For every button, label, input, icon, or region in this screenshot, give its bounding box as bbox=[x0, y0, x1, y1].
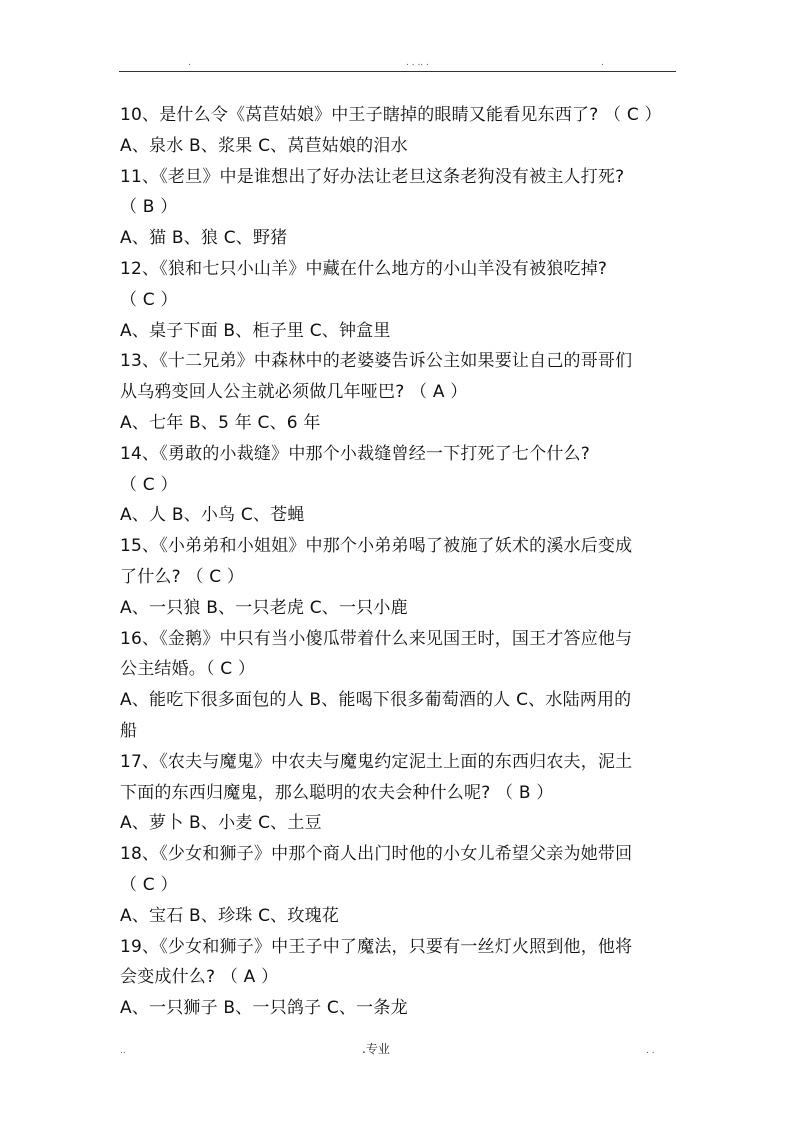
text-line: A、宝石 B、珍珠 C、玫瑰花 bbox=[120, 905, 339, 926]
header-rule bbox=[119, 71, 676, 72]
text-line: 了什么? （ C ） bbox=[120, 566, 245, 587]
text-line: 11、《老旦》中是谁想出了好办法让老旦这条老狗没有被主人打死? bbox=[120, 166, 625, 187]
text-line: A、萝卜 B、小麦 C、土豆 bbox=[120, 813, 322, 834]
text-line: A、能吃下很多面包的人 B、能喝下很多葡萄酒的人 C、水陆两用的 bbox=[120, 690, 632, 711]
text-line: 14、《勇敢的小裁缝》中那个小裁缝曾经一下打死了七个什么? bbox=[120, 443, 590, 464]
text-line: （ C ） bbox=[120, 874, 178, 895]
header-mark-left: . bbox=[188, 58, 191, 68]
text-line: A、七年 B、5 年 C、6 年 bbox=[120, 412, 321, 433]
text-line: （ C ） bbox=[120, 474, 178, 495]
text-line: 从乌鸦变回人公主就必须做几年哑巴? （ A ） bbox=[120, 382, 468, 403]
text-line: 船 bbox=[120, 720, 138, 741]
text-line: A、一只狼 B、一只老虎 C、一只小鹿 bbox=[120, 597, 408, 618]
text-line: 16、《金鹅》中只有当小傻瓜带着什么来见国王时，国王才答应他与 bbox=[120, 628, 633, 649]
text-line: A、人 B、小鸟 C、苍蝇 bbox=[120, 505, 305, 526]
footer-mark-right: . . bbox=[646, 1046, 655, 1056]
footer-label: .专业 bbox=[362, 1042, 390, 1056]
header-mark-right: . bbox=[601, 58, 604, 68]
text-line: 12、《狼和七只小山羊》中藏在什么地方的小山羊没有被狼吃掉? bbox=[120, 258, 608, 279]
footer-mark-left: .. bbox=[120, 1046, 126, 1056]
text-line: A、桌子下面 B、柜子里 C、钟盒里 bbox=[120, 320, 391, 341]
header-mark-center: . . .. . bbox=[406, 58, 429, 68]
text-line: A、一只狮子 B、一只鸽子 C、一条龙 bbox=[120, 998, 408, 1019]
text-line: 下面的东西归魔鬼，那么聪明的农夫会种什么呢? （ B ） bbox=[120, 782, 554, 803]
text-line: 19、《少女和狮子》中王子中了魔法，只要有一丝灯火照到他，他将 bbox=[120, 936, 633, 957]
text-line: 17、《农夫与魔鬼》中农夫与魔鬼约定泥土上面的东西归农夫，泥土 bbox=[120, 751, 633, 772]
text-line: A、泉水 B、浆果 C、莴苣姑娘的泪水 bbox=[120, 135, 408, 156]
text-line: 公主结婚。（ C ） bbox=[120, 659, 256, 680]
text-line: （ C ） bbox=[120, 289, 178, 310]
document-body bbox=[120, 100, 690, 1024]
text-line: A、猫 B、狼 C、野猪 bbox=[120, 228, 288, 249]
text-line: 18、《少女和狮子》中那个商人出门时他的小女儿希望父亲为她带回 bbox=[120, 844, 633, 865]
text-line: （ B ） bbox=[120, 197, 178, 218]
text-line: 10、是什么令《莴苣姑娘》中王子瞎掉的眼睛又能看见东西了? （ C ） bbox=[120, 105, 662, 125]
text-line: 13、《十二兄弟》中森林中的老婆婆告诉公主如果要让自己的哥哥们 bbox=[120, 351, 633, 372]
text-line: 15、《小弟弟和小姐姐》中那个小弟弟喝了被施了妖术的溪水后变成 bbox=[120, 536, 633, 557]
text-line: 会变成什么? （ A ） bbox=[120, 967, 279, 988]
